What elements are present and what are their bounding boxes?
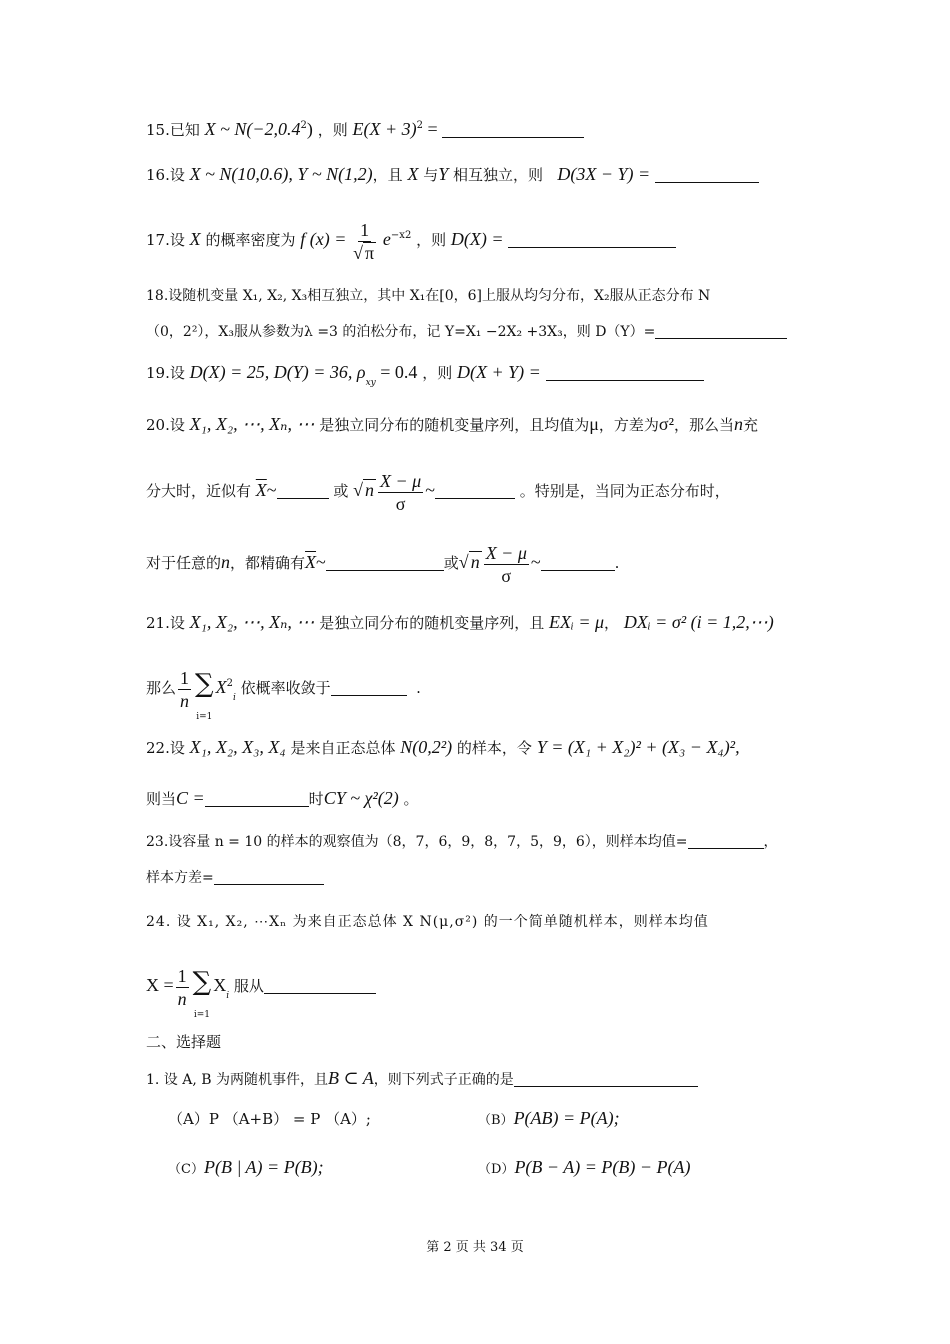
q22-answer-blank[interactable] [205,792,309,807]
q20-frac-2-den: σ [501,565,512,586]
q21-sum [195,656,214,722]
question-17: 17.设 X 的概率密度为 f (x) = $\frac{1}{√ \pi}$ $e^{-x2}$ ，则 D(X) = [146,216,810,264]
q22-cy: CY ~ χ²(2) [323,788,399,808]
q20-line3-n: n [221,552,231,572]
q20-sqrtn-2: n [470,552,480,572]
q20-frac-1-den: σ [395,493,406,514]
q24-xi: X [213,975,227,995]
question-22-line-2 [146,788,810,809]
q17-frac-num: 1 [360,219,370,240]
q15-number: 15. [146,121,170,139]
q15-lead: 已知 [169,121,200,139]
q23-variance-blank[interactable] [214,870,324,885]
q15-expr-end: ) [306,119,313,139]
q17-text: 的概率密度为 [205,231,296,249]
q19-answer-blank[interactable] [546,366,704,381]
q17-mid: ，则 [416,231,447,249]
q17-fx: f (x) = [300,229,347,249]
q17-frac-den: π [365,242,375,263]
q20-number: 20. [146,416,170,434]
q24-answer-blank[interactable] [264,979,376,994]
q17-exp: e [382,229,391,249]
q24-xbar: X = [146,975,174,995]
question-20-line-1 [146,414,810,435]
q17-x: X [189,229,201,249]
c1-stem2: ，则下列式子正确的是 [373,1072,514,1088]
question-20-line-3: 对于任意的n，都精确有$\overline{X}\sim$ 或√ n $\frac{X - \mu}{\sigma}$ ~ . [146,542,620,586]
q15-expr: X ~ N(−2,0.4 [204,119,301,139]
q21-lead: 21.设 [146,614,185,632]
q20-sqrtn-1: n [365,480,375,500]
q21-sum-sub: i=1 [196,712,213,722]
q22-c: C = [176,788,205,808]
q22-lead: 22.设 [146,739,185,757]
q20-frac-1 [378,470,423,515]
q16-expr: X ~ N(10,0.6), Y ~ N(1,2) [189,164,373,184]
q24-frac-den: n [177,988,187,1009]
c1-option-d-text: P(B − A) = P(B) − P(A) [514,1157,691,1177]
q21-frac-den: n [180,690,190,711]
q19-expr2: = 0.4 [375,362,418,382]
q20-sim-4: ~ [530,552,541,572]
c1-option-a[interactable]: （A）P （A+B） = P （A）; [168,1110,371,1128]
q19-lead: 设 [169,364,185,382]
q20-line3-a: 对于任意的 [146,554,222,572]
question-16 [146,164,810,185]
q24-sum-sub: i=1 [193,1010,211,1020]
question-23-line-2 [146,868,810,888]
q15-ask: E(X + 3) [352,119,417,139]
question-21-line-2: 那么 $\frac{1}{n}$ ∑ i=1 $X^2_i$ 依概率收敛于 . [146,656,810,726]
c1-option-d-label: （D） [478,1162,515,1177]
q21-dx: DXᵢ = σ² (i = 1,2,⋯) [623,612,774,632]
q20-blank-4[interactable] [541,556,615,571]
q20-sigma2: σ² [658,414,675,434]
q20-text2: ，方差为 [598,416,659,434]
c1-option-b[interactable] [478,1108,620,1129]
q15-tail: = [423,119,438,139]
q20-blank-2[interactable] [435,484,515,499]
c1-option-b-label: （B） [478,1113,514,1128]
q20-blank-1[interactable] [277,484,329,499]
q20-sim-1: ~ [266,480,277,500]
question-18-line-1: 18.设随机变量 X₁, X₂, X₃相互独立，其中 X₁在[0，6]上服从均匀分布，X₂服从正态分布 N [146,288,711,304]
q20-line2-a: 分大时，近似有 [146,482,252,500]
q21-expr: X₁, X₂, ⋯, Xₙ, ⋯ [189,612,315,632]
q15-answer-blank[interactable] [442,123,584,138]
q20-sim-2: ~ [425,480,435,500]
q17-exp-sup: −x [390,230,405,241]
q17-ask: D(X) = [450,229,504,249]
q21-answer-blank[interactable] [331,681,407,696]
q17-answer-blank[interactable] [508,233,676,248]
q16-text: 相互独立，则 [453,166,544,184]
q20-lead: 设 [169,416,185,434]
question-20-line-2: 分大时，近似有 $\overline{X}\sim$ 或 √ n $\frac{X - \mu}{\sigma}$ ~ 。特别是，当同为正态分布时， [146,470,730,514]
q21-xi: X [215,677,227,697]
choice-1-stem [146,1068,810,1090]
q23-line2: 样本方差= [146,870,214,886]
q16-number: 16. [146,166,170,184]
c1-option-c-label: （C） [168,1162,204,1177]
q16-ask: D(3X − Y) = [557,164,651,184]
q24-frac-num: 1 [177,965,187,986]
q20-or-2: 或 [443,554,459,572]
question-19 [146,362,810,393]
q16-mid: ，且 [372,166,403,184]
q20-sim-3: ~ [316,552,326,572]
page-footer: 第 2 页 共 34 页 [426,1240,524,1255]
q20-end: 充 [743,416,759,434]
q17-number: 17. [146,231,170,249]
q23-line1-end: ， [763,834,778,850]
q22-expr: X₁, X₂, X₃, X₄ [189,737,286,757]
q20-text: 是独立同分布的随机变量序列，且均值为 [319,416,590,434]
q24-sum [193,954,212,1020]
q20-xbar-2: $\overline{X}$ [305,552,317,572]
q18-answer-blank[interactable] [655,324,787,339]
q20-xbar-1: $\overline{X}$ [255,480,267,500]
q20-text3: ，那么当 [674,416,735,434]
q22-y: Y = (X₁ + X₂)² + (X₃ − X₄)², [536,737,740,757]
question-24-line-2: X = $\frac{1}{n}$ ∑ i=1 $X_i$ 服从 [146,954,810,1024]
q16-and: 与 [423,166,439,184]
q19-rho-sub: xy [365,378,376,388]
q21-line2-b: 依概率收敛于 [240,679,331,697]
c1-stem: 1. 设 A, B 为两随机事件，且 [146,1072,329,1088]
section-title-choice: 二、选择题 [146,1033,222,1051]
question-15: 15.已知 X ~ $N(-2,0.4^2)$ ，则 $E(X + 3)^2$ = [146,116,810,140]
question-21-line-1: 21.设 X₁, X₂, ⋯, Xₙ, ⋯ 是独立同分布的随机变量序列，且 EXᵢ = μ， DXᵢ = σ² (i = 1,2,⋯) [146,612,774,632]
q19-ask: D(X + Y) = [456,362,541,382]
q20-frac-1-num: X − μ [380,470,422,491]
q22-line2-b: 时 [308,790,324,808]
q17-fraction: $\frac{1}{√ \pi}$ [353,219,375,263]
q21-text: 是独立同分布的随机变量序列，且 [319,614,545,632]
q16-answer-blank[interactable] [655,168,759,183]
sum-icon: ∑ [192,967,212,997]
c1-option-b-text: P(AB) = P(A); [513,1108,620,1128]
q20-blank-3[interactable] [326,556,444,571]
q20-mu: μ [589,414,599,434]
question-22-line-1 [146,737,810,758]
question-18-line-2 [146,322,810,342]
sum-icon: ∑ [195,669,214,699]
q20-line2-b: 。特别是，当同为正态分布时， [519,482,730,500]
q19-mid: ，则 [422,364,453,382]
q23-mean-blank[interactable] [688,834,764,849]
q17-lead: 设 [169,231,185,249]
c1-answer-blank[interactable] [514,1072,698,1087]
q18-line-2-text: （0，2²），X₃服从参数为λ =3 的泊松分布，记 Y=X₁ −2X₂ +3X₃，则 D（Y）= [146,324,656,340]
q22-text2: 的样本，令 [456,739,532,757]
question-24-line-1: 24. 设 X₁, X₂, ⋯Xₙ 为来自正态总体 X N(μ,σ²) 的一个简单随机样本，则样本均值 [146,914,709,930]
q16-x: X [407,164,419,184]
q22-pop: N(0,2²) [400,737,453,757]
q22-line2-end: 。 [403,790,419,808]
q20-n: n [734,414,744,434]
q23-line1: 23.设容量 n = 10 的样本的观察值为（8，7，6，9，8，7，5，9，6），则样本均值= [146,834,688,850]
q24-line2-b: 服从 [233,977,264,995]
q19-expr: D(X) = 25, D(Y) = 36, ρ [189,362,366,382]
q21-line2-a: 那么 [146,679,177,697]
q19-number: 19. [146,364,170,382]
q24-fraction [176,965,189,1010]
q21-ex: EXᵢ = μ [549,612,605,632]
q16-lead: 设 [169,166,185,184]
q15-mid: ，则 [317,121,348,139]
c1-option-c[interactable] [168,1157,324,1178]
q21-frac-num: 1 [180,667,190,688]
q21-fraction [178,667,191,712]
q20-frac-2-num: X − μ [485,542,527,563]
q22-line2-a: 则当 [146,790,177,808]
q20-frac-2 [484,542,529,587]
q22-text: 是来自正态总体 [290,739,396,757]
c1-cond: B ⊂ A [328,1068,374,1088]
question-23-line-1 [146,832,810,852]
q20-expr: X₁, X₂, ⋯, Xₙ, ⋯ [189,414,315,434]
c1-option-d[interactable] [478,1157,690,1178]
c1-option-c-text: P(B | A) = P(B); [203,1157,324,1177]
q20-line3-b: ，都精确有 [230,554,306,572]
q20-or-1: 或 [333,482,349,500]
q16-y: Y [438,164,449,184]
